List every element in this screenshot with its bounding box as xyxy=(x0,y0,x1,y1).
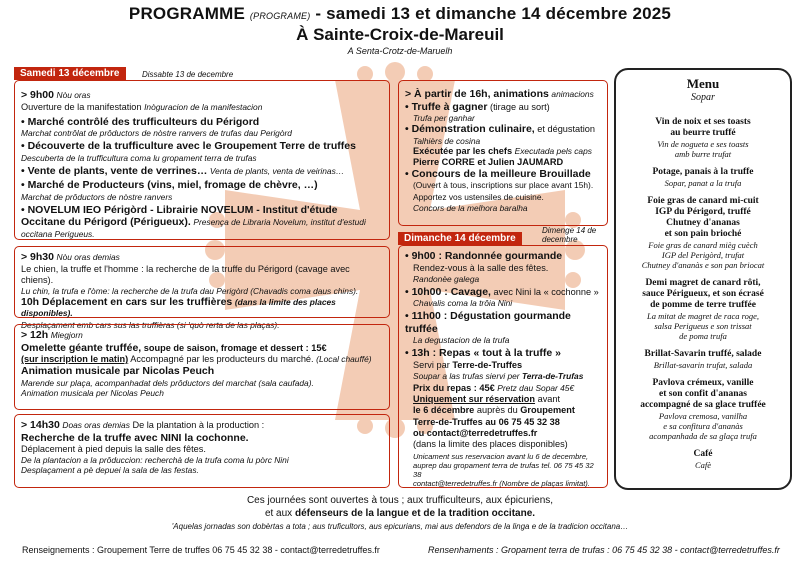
saturday-tag-occitan: Dissabte 13 de decembre xyxy=(142,70,234,79)
animations-box: > À partir de 16h, animations animacions • Truffe à gagner (tirage au sort) Trufa per ganhar • Démonstration culinaire, et dégustation Talhièrs de cosina Exécutée par les chefs Executada pels caps Pierre CORRE et Julien JAUMARD • Concours de la meilleure Brouillade (Ouvert à tous, inscriptions sur place avant 15h). Apportez vos ustensiles de cuisine. Concors de la melhora baralha xyxy=(398,80,608,226)
menu-title-occitan: Sopar xyxy=(691,92,715,103)
location-occitan: A Senta-Crotz-de-Maruelh xyxy=(347,46,453,56)
page-header xyxy=(0,4,800,56)
sunday-tag: Dimanche 14 décembre xyxy=(398,232,522,245)
saturday-tag: Samedi 13 décembre xyxy=(14,67,126,80)
menu-title: Menu xyxy=(686,76,720,91)
menu-dish: Brillat-Savarin truffé, salade xyxy=(644,349,762,359)
menu-dish: Demi magret de canard rôti, sauce Périgueux, et son écrasé de pomme de terre truffée xyxy=(642,278,764,310)
saturday-930-box: > 9h30 Nòu oras demias Le chien, la truffe et l'homme : la recherche de la truffe du Périgord (cavage avec chiens). Lu chin, la trufa e l'òme: la recherche de la trufa dau Perigòrd (Chavadis coma daus chins). 10h Déplacement en cars sur les truffières (dans la limite des places disponibles). Desplaçament emb cars sus las truffièras (si 'quò rerta de las plaças). xyxy=(14,246,390,318)
location-title: À Sainte-Croix-de-Mareuil xyxy=(296,25,504,44)
footer-line-1: Ces journées sont ouvertes à tous ; aux trufficulteurs, aux épicuriens, xyxy=(246,495,554,506)
saturday-morning-box: > 9h00 Nòu oras Ouverture de la manifestation Inòguracion de la manifestacion • Marché contrôlé des trufficulteurs du Périgord Marchat contrôlat de prôductors de nòstre ranvers de trufas dau Perigòrd • Découverte de la trufficulture avec le Groupement Terre de truffes Descuberta de la trufficultura coma lu gropament terra de trufas • Vente de plants, vente de verrines… Venta de plants, venta de veirinas… • Marché de Producteurs (vins, miel, fromage de chèvre, …) Marchat de prôductors de nòstre ranvers • NOVELUM IEO Périgòrd - Librairie NOVELUM - Institut d'étude Occitane du Périgord (Périgueux). Presença de Libraria Novelum, institut d'estudi occitana Perigueus. xyxy=(14,80,390,240)
saturday-afternoon-box: > 14h30 Doas oras demias De la plantation à la production : Recherche de la truffe avec NINI la cochonne. Déplacement à pied depuis la salle des fêtes. De la plantacion a la prôduccion: recherchà de la trufa coma lu pòrc Nini Desplaçament a pè depuei la sala de las festas. xyxy=(14,414,390,488)
sunday-box: • 9h00 : Randonnée gourmande Rendez-vous à la salle des fêtes. Randonèe galega • 10h00 : Cavage, avec Nini la « cochonne » Chavalis coma la trôia Nini • 11h00 : Dégustation gourmande truffée La degustacion de la trufa • 13h : Repas « tout à la truffe » Servi par Terre-de-Truffes Soupar a las trufas siervi per Terra-de-Trufas Prix du repas : 45€ Pretz dau Sopar 45€ Uniquement sur réservation avant le 6 décembre auprès du Groupement Terre-de-Truffes au 06 75 45 32 38 ou contact@terredetruffes.fr (dans la limite des places disponibles) Unicament sus reservacion avant lu 6 de decembre, auprep dau gropament terra de trufas tel. 06 75 45 32 38 contact@terredetruffes.fr (Nombre de plaças limitat). xyxy=(398,245,608,488)
menu-dish: Potage, panais à la truffe xyxy=(652,167,754,177)
sunday-tag-occitan: Dimenge 14 de decembre xyxy=(542,226,597,244)
menu-dish: Café xyxy=(693,449,713,459)
footer-line-occitan: 'Aquelas jornadas son dobèrtas a tota ; aus truficultors, aus epicurians, mai aus defendors de la linga e de la tradicion occitana… xyxy=(171,522,629,531)
menu-dish: Pavlova crémeux, vanille et son confit d'ananas accompagné de sa glace truffée xyxy=(640,378,766,410)
menu-card: Menu Sopar Vin de noix et ses toasts au beurre truffé Vin de nogueta e ses toasts amb burre trufat Potage, panais à la truffe Sopar, panat a la trufa Foie gras de canard mi-cuit IGP du Périgord, truffé Chutney d'ananas et son pain brioché Foie gras de canard mièg cuèch IGP del Perigòrd, trufat Chutney d'ananàs e son pan briocat Demi magret de canard rôti, sauce Périgueux, et son écrasé de pomme de terre truffée La mitat de magret de raca roge, salsa Perigueus e son trissat de poma trufa Brillat-Savarin truffé, salade Brillat-savarin trufat, salada Pavlova crémeux, vanille et son confit d'ananas accompagné de sa glace truffée Pavlova cremosa, vanilha e sa confitura d'ananàs acompanhada de sa glaça trufa Café Cafè xyxy=(614,68,792,490)
page-title: PROGRAMME (PROGRAME) - samedi 13 et dimanche 14 décembre 2025 xyxy=(128,4,672,23)
menu-dish: Foie gras de canard mi-cuit IGP du Périgord, truffé Chutney d'ananas et son pain brioché xyxy=(647,196,759,239)
footer-line-2: et aux défenseurs de la langue et de la tradition occitane. xyxy=(264,508,536,519)
menu-dish: Vin de noix et ses toasts au beurre truffé xyxy=(655,117,751,138)
saturday-noon-box: > 12h Miegjorn Omelette géante truffée, soupe de saison, fromage et dessert : 15€ (sur inscription le matin) Accompagné par les producteurs du marché. (Local chauffé) Animation musicale par Nicolas Peuch Marende sur plaça, acompanhadat dels prôductors del marchat (sala caufada). Animation musicala per Nicolas Peuch xyxy=(14,324,390,410)
footer-info-occitan: Rensenhaments : Gropament terra de trufas : 06 75 45 32 38 - contact@terredetruffes.fr xyxy=(428,545,780,555)
contact-email: ou contact@terredetruffes.fr xyxy=(413,427,538,438)
footer-info: Renseignements : Groupement Terre de truffes 06 75 45 32 38 - contact@terredetruffes.fr xyxy=(22,545,380,555)
